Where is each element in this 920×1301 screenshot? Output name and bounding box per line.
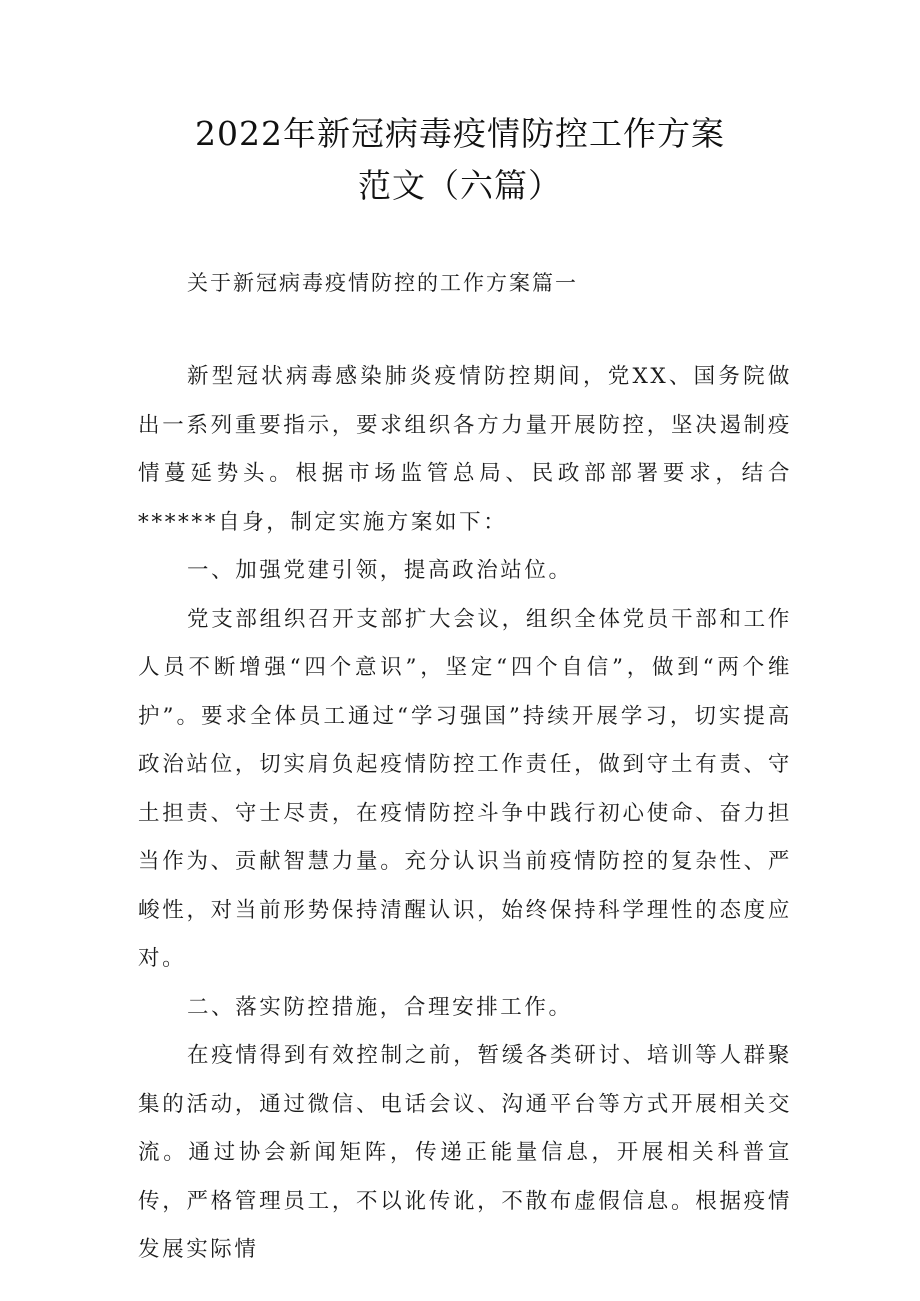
document-body (138, 353, 792, 1275)
paragraph-intro: 新型冠状病毒感染肺炎疫情防控期间，党XX、国务院做出一系列重要指示，要求组织各方力量开展防控，坚决遏制疫情蔓延势头。根据市场监管总局、民政部部署要求，结合******自身，制定实施方案如下： (138, 364, 792, 535)
section-title: 关于新冠病毒疫情防控的工作方案篇一 (187, 271, 578, 295)
paragraph-prevention-measures: 在疫情得到有效控制之前，暂缓各类研讨、培训等人群聚集的活动，通过微信、电话会议、沟通平台等方式开展相关交流。通过协会新闻矩阵，传递正能量信息，开展相关科普宣传，严格管理员工，不以讹传讹，不散布虚假信息。根据疫情发展实际情 (138, 1043, 792, 1262)
paragraph-party-building: 党支部组织召开支部扩大会议，组织全体党员干部和工作人员不断增强“四个意识”，坚定“四个自信”，做到“两个维护”。要求全体员工通过“学习强国”持续开展学习，切实提高政治站位，切实肩负起疫情防控工作责任，做到守土有责、守土担责、守士尽责，在疫情防控斗争中践行初心使命、奋力担当作为、贡献智慧力量。充分认识当前疫情防控的复杂性、严峻性，对当前形势保持清醒认识，始终保持科学理性的态度应对。 (138, 606, 792, 971)
document-title-line-2: 范文（六篇） (358, 166, 562, 205)
document-title-line-1: 2022年新冠病毒疫情防控工作方案 (195, 114, 725, 153)
heading-section-one: 一、加强党建引领，提高政治站位。 (187, 558, 573, 583)
heading-section-two: 二、落实防控措施，合理安排工作。 (187, 994, 573, 1020)
